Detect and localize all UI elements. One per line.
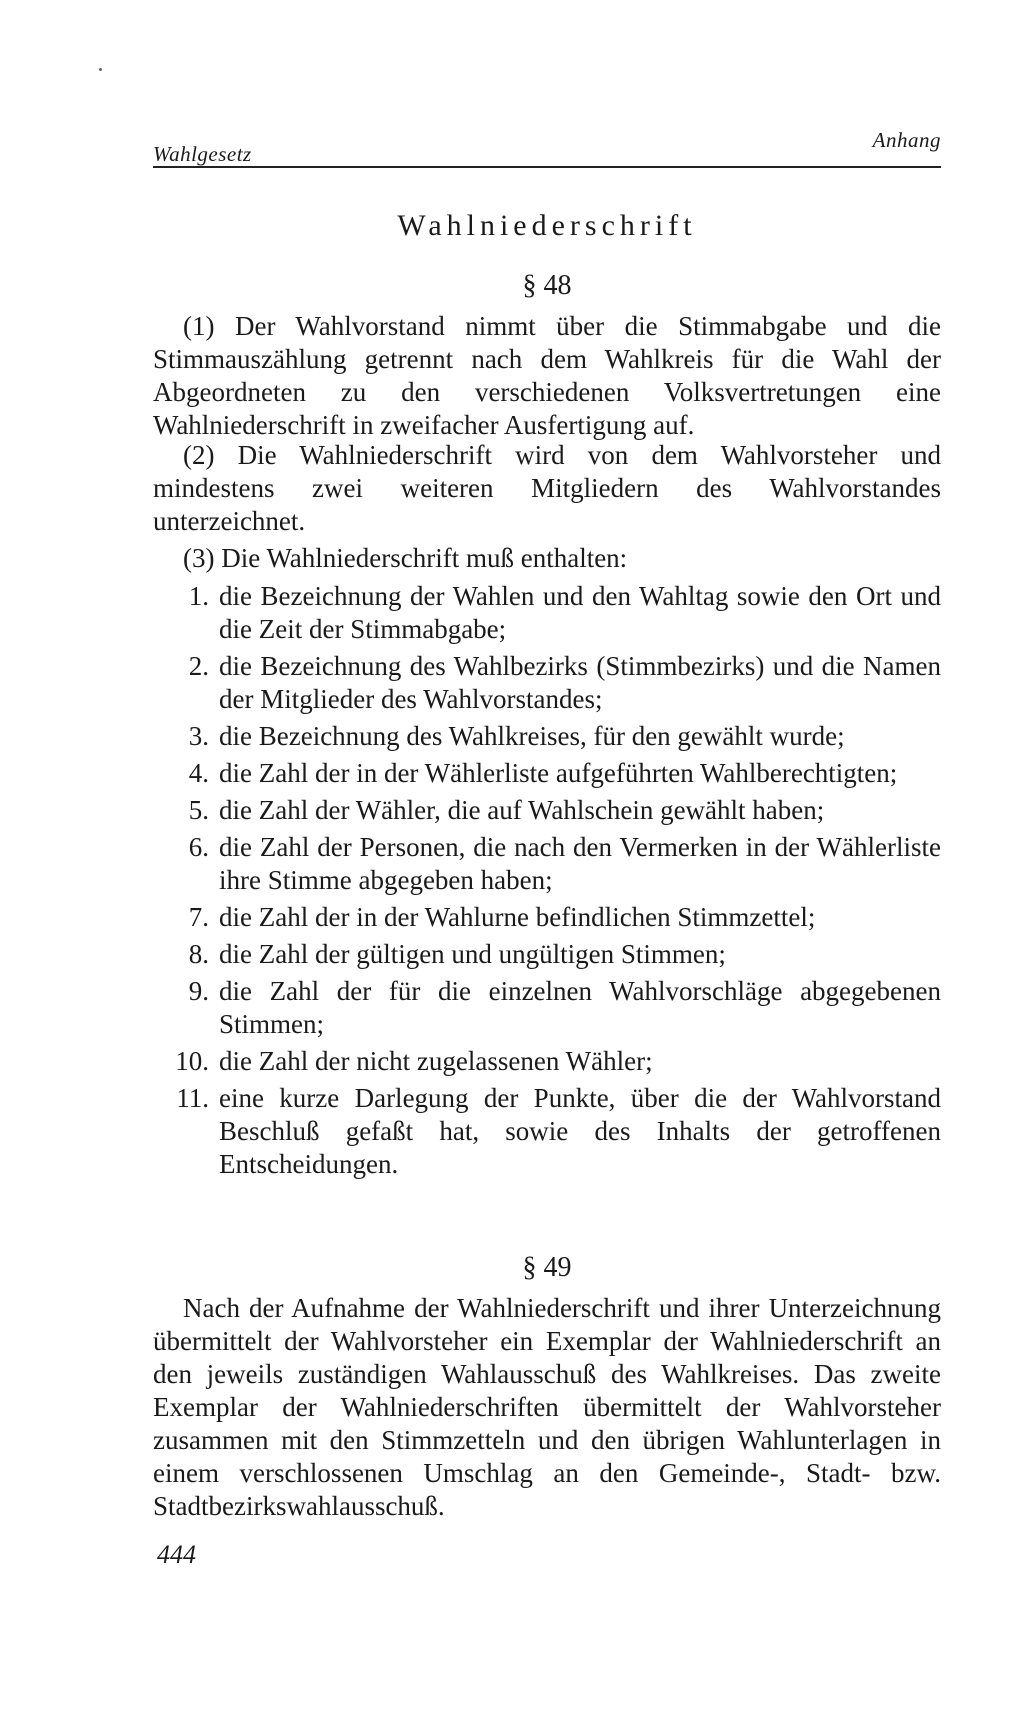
list-item — [153, 580, 941, 646]
list-item-number: 4. — [188, 758, 209, 788]
list-item-text: die Zahl der für die einzelnen Wahlvorschläge abgegebenen Stimmen; — [219, 976, 941, 1039]
list-item-text: die Zahl der in der Wahlurne befindlichen Stimmzettel; — [219, 902, 816, 932]
list-item-number: 3. — [188, 721, 209, 751]
list-item-text: die Zahl der gültigen und ungültigen Stimmen; — [219, 939, 726, 969]
list-item — [153, 757, 941, 790]
header-rule — [153, 166, 941, 168]
list-item-text: die Zahl der Personen, die nach den Vermerken in der Wählerliste ihre Stimme abgegeben haben; — [219, 832, 941, 895]
list-item-number: 7. — [188, 902, 209, 932]
section-48-paragraph-3: (3) Die Wahlniederschrift muß enthalten: — [183, 543, 628, 573]
list-item-text: die Bezeichnung des Wahlbezirks (Stimmbezirks) und die Namen der Mitglieder des Wahlvorstandes; — [219, 651, 941, 714]
section-48-paragraph-2: (2) Die Wahlniederschrift wird von dem Wahlvorsteher und mindestens zwei weiteren Mitgliedern des Wahlvorstandes unterzeichnet. — [153, 440, 941, 536]
print-speck — [99, 68, 102, 71]
list-item-text: die Zahl der in der Wählerliste aufgeführten Wahlberechtigten; — [219, 758, 898, 788]
list-item — [153, 938, 941, 971]
section-48-heading: § 48 — [522, 270, 572, 301]
list-item-number: 1. — [188, 581, 209, 611]
section-48-list — [153, 580, 941, 1185]
list-item-number: 10. — [175, 1046, 209, 1076]
header-left: Wahlgesetz — [153, 142, 252, 166]
header-right: Anhang — [872, 128, 941, 152]
list-item-text: die Zahl der nicht zugelassenen Wähler; — [219, 1046, 653, 1076]
list-item — [153, 650, 941, 716]
list-item-number: 2. — [188, 651, 209, 681]
list-item-text: die Bezeichnung des Wahlkreises, für den gewählt wurde; — [219, 721, 845, 751]
list-item-number: 11. — [176, 1083, 209, 1113]
list-item — [153, 975, 941, 1041]
list-item-number: 6. — [188, 832, 209, 862]
running-header — [153, 128, 941, 164]
list-item-number: 5. — [188, 795, 209, 825]
list-item-text: die Zahl der Wähler, die auf Wahlschein gewählt haben; — [219, 795, 825, 825]
page-title: Wahlniederschrift — [397, 209, 697, 242]
section-49-paragraph: Nach der Aufnahme der Wahlniederschrift und ihrer Unterzeichnung übermittelt der Wahlvorsteher ein Exemplar der Wahlniederschrift an den jeweils zuständigen Wahlausschuß des Wahlkreises. Das zweite Exemplar der Wahlniederschriften übermittelt der Wahlvorsteher zusammen mit den Stimmzetteln und den übrigen Wahlunterlagen in einem verschlossenen Umschlag an den Gemeinde-, Stadt- bzw. Stadtbezirkswahlausschuß. — [153, 1293, 941, 1521]
list-item — [153, 1045, 941, 1078]
list-item — [153, 794, 941, 827]
list-item — [153, 901, 941, 934]
section-48-paragraph-1: (1) Der Wahlvorstand nimmt über die Stimmabgabe und die Stimmauszählung getrennt nach dem Wahlkreis für die Wahl der Abgeordneten zu den verschiedenen Volksvertretungen eine Wahlniederschrift in zweifacher Ausfertigung auf. — [153, 311, 941, 440]
list-item-number: 9. — [188, 976, 209, 1006]
list-item-text: eine kurze Darlegung der Punkte, über die der Wahlvorstand Beschluß gefaßt hat, sowie des Inhalts der getroffenen Entscheidungen. — [219, 1083, 941, 1179]
list-item — [153, 1082, 941, 1181]
list-item — [153, 831, 941, 897]
list-item — [153, 720, 941, 753]
section-49-heading: § 49 — [522, 1252, 572, 1283]
page-number: 444 — [157, 1540, 196, 1569]
list-item-text: die Bezeichnung der Wahlen und den Wahltag sowie den Ort und die Zeit der Stimmabgabe; — [219, 581, 941, 644]
list-item-number: 8. — [188, 939, 209, 969]
